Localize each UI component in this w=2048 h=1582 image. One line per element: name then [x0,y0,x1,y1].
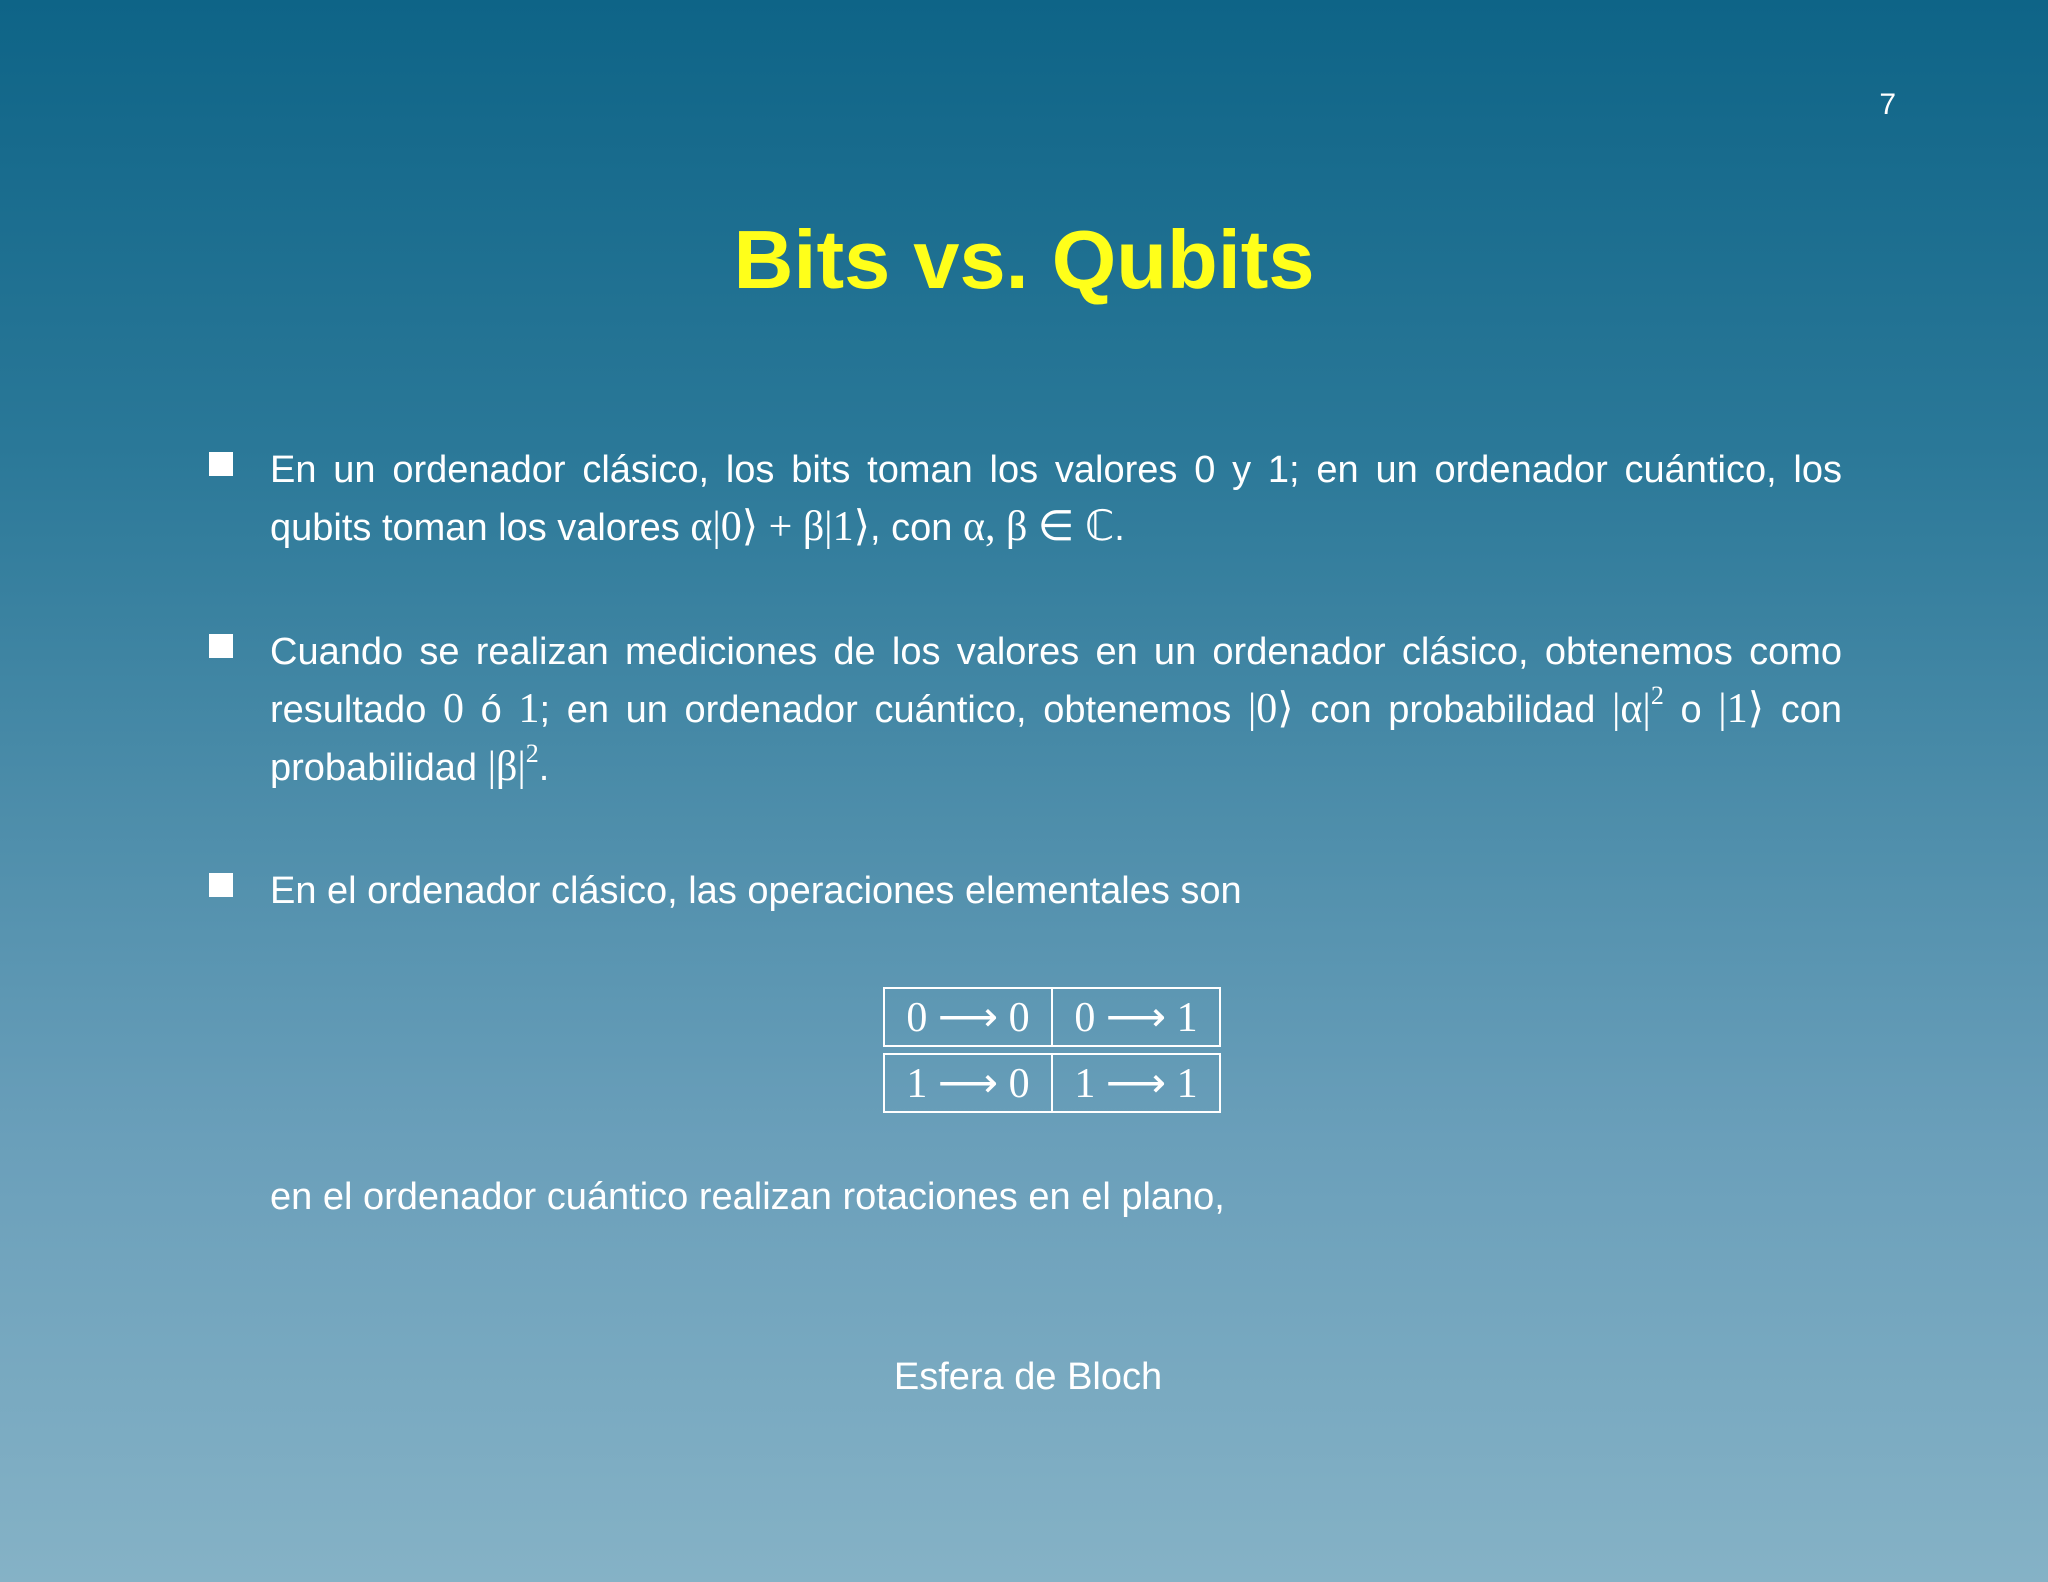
bullet-2-part: ó [464,689,519,731]
bullet-1-text [270,442,1842,557]
complex-coefficients-formula: α, β ∈ ℂ [962,504,1115,550]
bullet-2-part: con probabilidad [270,689,1843,789]
bullet-1-part: En un ordenador clásico, los bits toman los valores 0 y 1; en un ordenador cuántico, los qubits toman los valores [270,449,1842,549]
ket-one: |1⟩ [1718,686,1765,732]
table-cell: 0 ⟶ 0 [883,987,1053,1047]
bullet-square-icon [209,873,233,897]
beta-abs-base: |β| [487,744,526,790]
math-one: 1 [518,686,540,732]
table-row [883,1053,1221,1113]
bullet-1-part: . [1114,507,1125,549]
alpha-exponent: 2 [1650,681,1664,710]
quantum-operations-text: en el ordenador cuántico realizan rotaciones en el plano, [270,1176,1225,1218]
table-row [883,987,1221,1047]
operations-table [883,981,1221,1119]
bullet-2-part: ; en un ordenador cuántico, obtenemos [539,689,1248,731]
beta-abs [487,739,539,790]
alpha-abs [1612,681,1664,732]
bullet-2-part: con probabilidad [1293,689,1612,731]
qubit-state-formula: α|0⟩ + β|1⟩ [690,504,870,550]
table-cell: 0 ⟶ 1 [1053,987,1221,1047]
table-cell: 1 ⟶ 1 [1053,1053,1221,1113]
math-zero: 0 [443,686,464,732]
bullet-3-text: En el ordenador clásico, las operaciones elementales son [270,870,1242,912]
bullet-2-text [270,624,1842,797]
alpha-abs-base: |α| [1612,686,1651,732]
page-number: 7 [1879,88,1896,121]
beta-exponent: 2 [525,739,539,768]
bullet-square-icon [209,634,233,658]
ket-zero: |0⟩ [1247,686,1294,732]
bullet-1-part: , con [869,507,963,549]
bullet-2-part: o [1663,689,1719,731]
bullet-2-part: Cuando se realizan mediciones de los valores en un ordenador clásico, obtenemos como resultado [270,631,1842,731]
bullet-square-icon [209,452,233,476]
bloch-sphere-caption: Esfera de Bloch [893,1356,1163,1398]
bullet-2-part: . [538,747,550,789]
table-cell: 1 ⟶ 0 [883,1053,1053,1113]
slide-title: Bits vs. Qubits [733,213,1315,306]
